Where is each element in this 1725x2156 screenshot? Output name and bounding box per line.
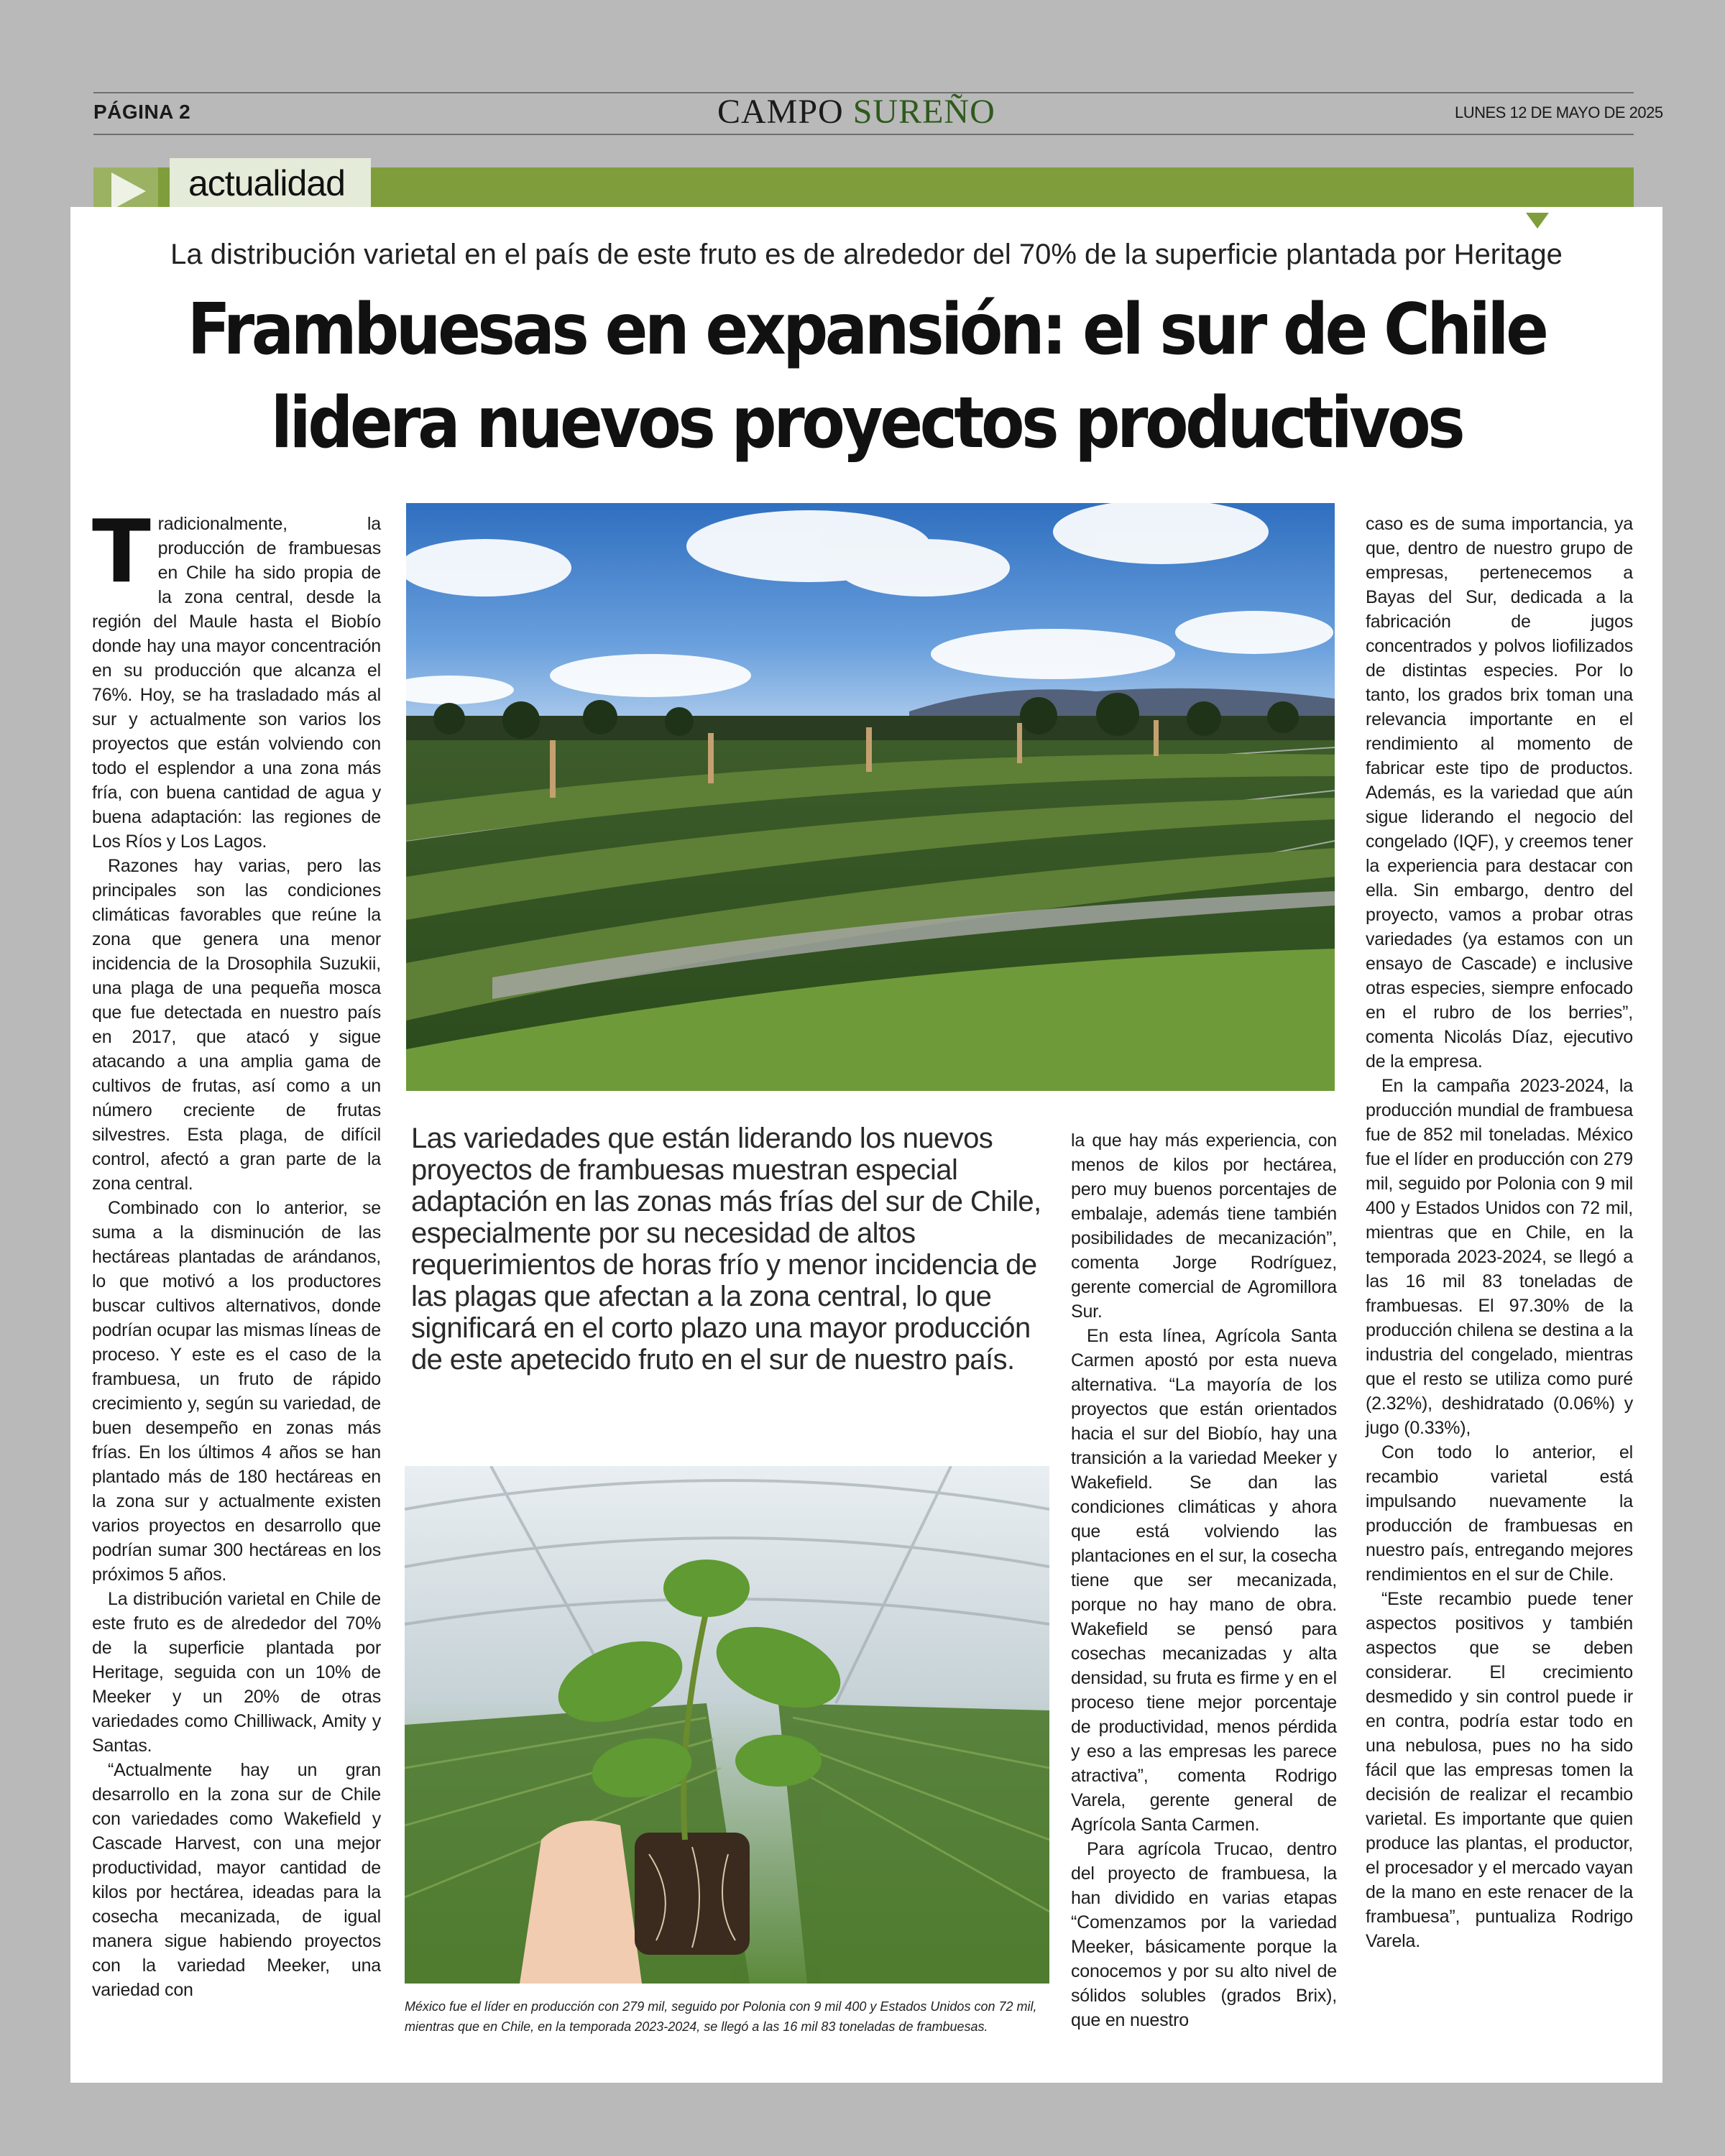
paragraph: En esta línea, Agrícola Santa Carmen apostó por esta nueva alternativa. “La mayoría de los proyectos que están orientados hacia el sur del Biobío, hay una transición a la variedad Meeker y Wakefield. Se dan las condiciones climáticas y ahora que está volviendo las plantaciones en el sur, la cosecha tiene que ser mecanizada, porque no hay mano de obra. Wakefield se pensó para cosechas mecanizadas y alta densidad, su fruta es firme y en el proceso tiene mejor porcentaje de productividad, menos pérdida y eso a las empresas les parece atractiva”, comenta Rodrigo Varela, gerente general de Agrícola Santa Carmen. [1071, 1326, 1337, 1835]
headline-line-2: lidera nuevos proyectos productivos [270, 382, 1463, 464]
pull-quote: Las variedades que están liderando los nuevos proyectos de frambuesas muestran especial adaptación en las zonas más frías del sur de Chile, especialmente por su necesidad de altos requerimientos de horas frío y menor incidencia de las plagas que afectan a la zona central, lo que significará en el corto plazo una mayor producción de este apetecido fruto en el sur de nuestro país. [411, 1123, 1041, 1376]
paragraph-text: radicionalmente, la producción de frambuesas en Chile ha sido propia de la zona central, desde la región del Maule hasta el Biobío donde hay una mayor concentración en su producción que alcanza el 76%. Hoy, se ha trasladado más al sur y actualmente son varios los proyectos que están volviendo con todo el esplendor a una zona más fría, con buena cantidad de agua y buena adaptación: las regiones de Los Ríos y Los Lagos. [92, 514, 381, 852]
article-column-3 [1071, 1128, 1337, 2032]
paragraph: caso es de suma importancia, ya que, dentro de nuestro grupo de empresas, pertenecemos a Bayas del Sur, dedicada a la fabricación de jugos concentrados y polvos liofilizados de distintas especies. Por lo tanto, los grados brix toman una relevancia importante en el rendimiento al momento de fabricar este tipo de productos. Además, es la variedad que aún sigue liderando el negocio del congelado (IQF), y creemos tener la experiencia para destacar con ella. Sin embargo, dentro del proyecto, vamos a probar otras variedades (ya estamos con un ensayo de Cascade) e inclusive otras especies, siempre enfocado en el rubro de los berries”, comenta Nicolás Díaz, ejecutivo de la empresa. [1366, 514, 1633, 1072]
masthead-word-campo: CAMPO [717, 93, 844, 131]
article-column-1 [92, 502, 381, 2002]
section-label: actualidad [188, 163, 345, 203]
paragraph: La distribución varietal en Chile de este fruto es de alrededor del 70% de la superficie plantada por Heritage, seguida con un 10% de Meeker y un 20% de otras variedades como Chilliwack, Amity y Santas. [92, 1589, 381, 1756]
paragraph: “Este recambio puede tener aspectos positivos y también aspectos que se deben considerar. El crecimiento desmedido y sin control puede ir en contra, podría estar todo en una nebulosa, pues no ha sido fácil que las empresas tomen la decisión de realizar el recambio varietal. Es importante que quien produce las plantas, el productor, el procesador y el mercado vayan de la mano en este renacer de la frambuesa”, puntualiza Rodrigo Varela. [1366, 1589, 1633, 1951]
paragraph: Para agrícola Trucao, dentro del proyecto de frambuesa, la han dividido en varias etapas “Comenzamos por la variedad Meeker, básicamente porque la conocemos y por su alto nivel de sólidos solubles (grados Brix), que en nuestro [1071, 1839, 1337, 2030]
masthead [717, 92, 995, 132]
drop-cap: T [92, 502, 151, 602]
paragraph: Con todo lo anterior, el recambio varietal está impulsando nuevamente la producción de frambuesas en nuestro país, entregando mejores rendimientos en el sur de Chile. [1366, 1442, 1633, 1585]
paragraph [92, 502, 381, 854]
band-notch [1526, 213, 1549, 229]
play-arrow-icon [111, 172, 146, 210]
paragraph: Razones hay varias, pero las principales son las condiciones climáticas favorables que reúne la zona que genera una menor incidencia de la Drosophila Suzukii, una plaga de una pequeña mosca que fue detectada en nuestro país en 2017, que atacó y sigue atacando a una amplia gama de cultivos de frutas, así como a un número creciente de frutas silvestres. Esta plaga, de difícil control, afectó a gran parte de la zona central. [92, 856, 381, 1194]
photo-caption: México fue el líder en producción con 279 mil, seguido por Polonia con 9 mil 400 y Estados Unidos con 72 mil, mientras que en Chile, en la temporada 2023-2024, se llegó a las 16 mil 83 toneladas de frambuesas. [405, 1999, 1037, 2034]
article-column-4 [1366, 512, 1633, 1953]
paragraph: Combinado con lo anterior, se suma a la disminución de las hectáreas plantadas de arándanos, lo que motivó a los productores buscar cultivos alternativos, donde podrían ocupar las mismas líneas de proceso. Y este es el caso de la frambuesa, un fruto de rápido crecimiento y, según su variedad, de buen desempeño en zonas más frías. En los últimos 4 años se han plantado más de 180 hectáreas en la zona sur y actualmente existen varios proyectos en desarrollo que podrían sumar 300 hectáreas en los próximos 5 años. [92, 1198, 381, 1585]
paragraph: En la campaña 2023-2024, la producción mundial de frambuesa fue de 852 mil toneladas. México fue el líder en producción con 279 mil, seguido por Polonia con 9 mil 400 y Estados Unidos con 72 mil, mientras que en Chile, en la temporada 2023-2024, se llegó a las 16 mil 83 toneladas de frambuesas. El 97.30% de la producción chilena se destina a la industria del congelado, mientras que el resto se utiliza como puré (2.32%), deshidratado (0.06%) y jugo (0.33%), [1366, 1076, 1633, 1438]
header-bottom-rule [93, 134, 1634, 135]
paragraph: la que hay más experiencia, con menos de kilos por hectárea, pero muy buenos porcentajes de embalaje, además tiene también posibilidades de mecanización”, comenta Jorge Rodríguez, gerente comercial de Agromillora Sur. [1071, 1130, 1337, 1322]
headline-line-1: Frambuesas en expansión: el sur de Chile [187, 289, 1546, 371]
article-kicker: La distribución varietal en el país de este fruto es de alrededor del 70% de la superficie plantada por Heritage [170, 239, 1563, 270]
masthead-word-sureno: SUREÑO [852, 93, 995, 131]
issue-date: LUNES 12 DE MAYO DE 2025 [1455, 103, 1663, 121]
raspberry-field-photo [406, 503, 1335, 1091]
paragraph: “Actualmente hay un gran desarrollo en la zona sur de Chile con variedades como Wakefield y Cascade Harvest, con una mejor productividad, mayor cantidad de kilos por hectárea, ideadas para la cosecha mecanizada, de igual manera sigue habiendo proyectos con la variedad Meeker, una variedad con [92, 1760, 381, 2000]
raspberry-seedling-photo [405, 1466, 1049, 1984]
page-number: PÁGINA 2 [93, 101, 191, 123]
